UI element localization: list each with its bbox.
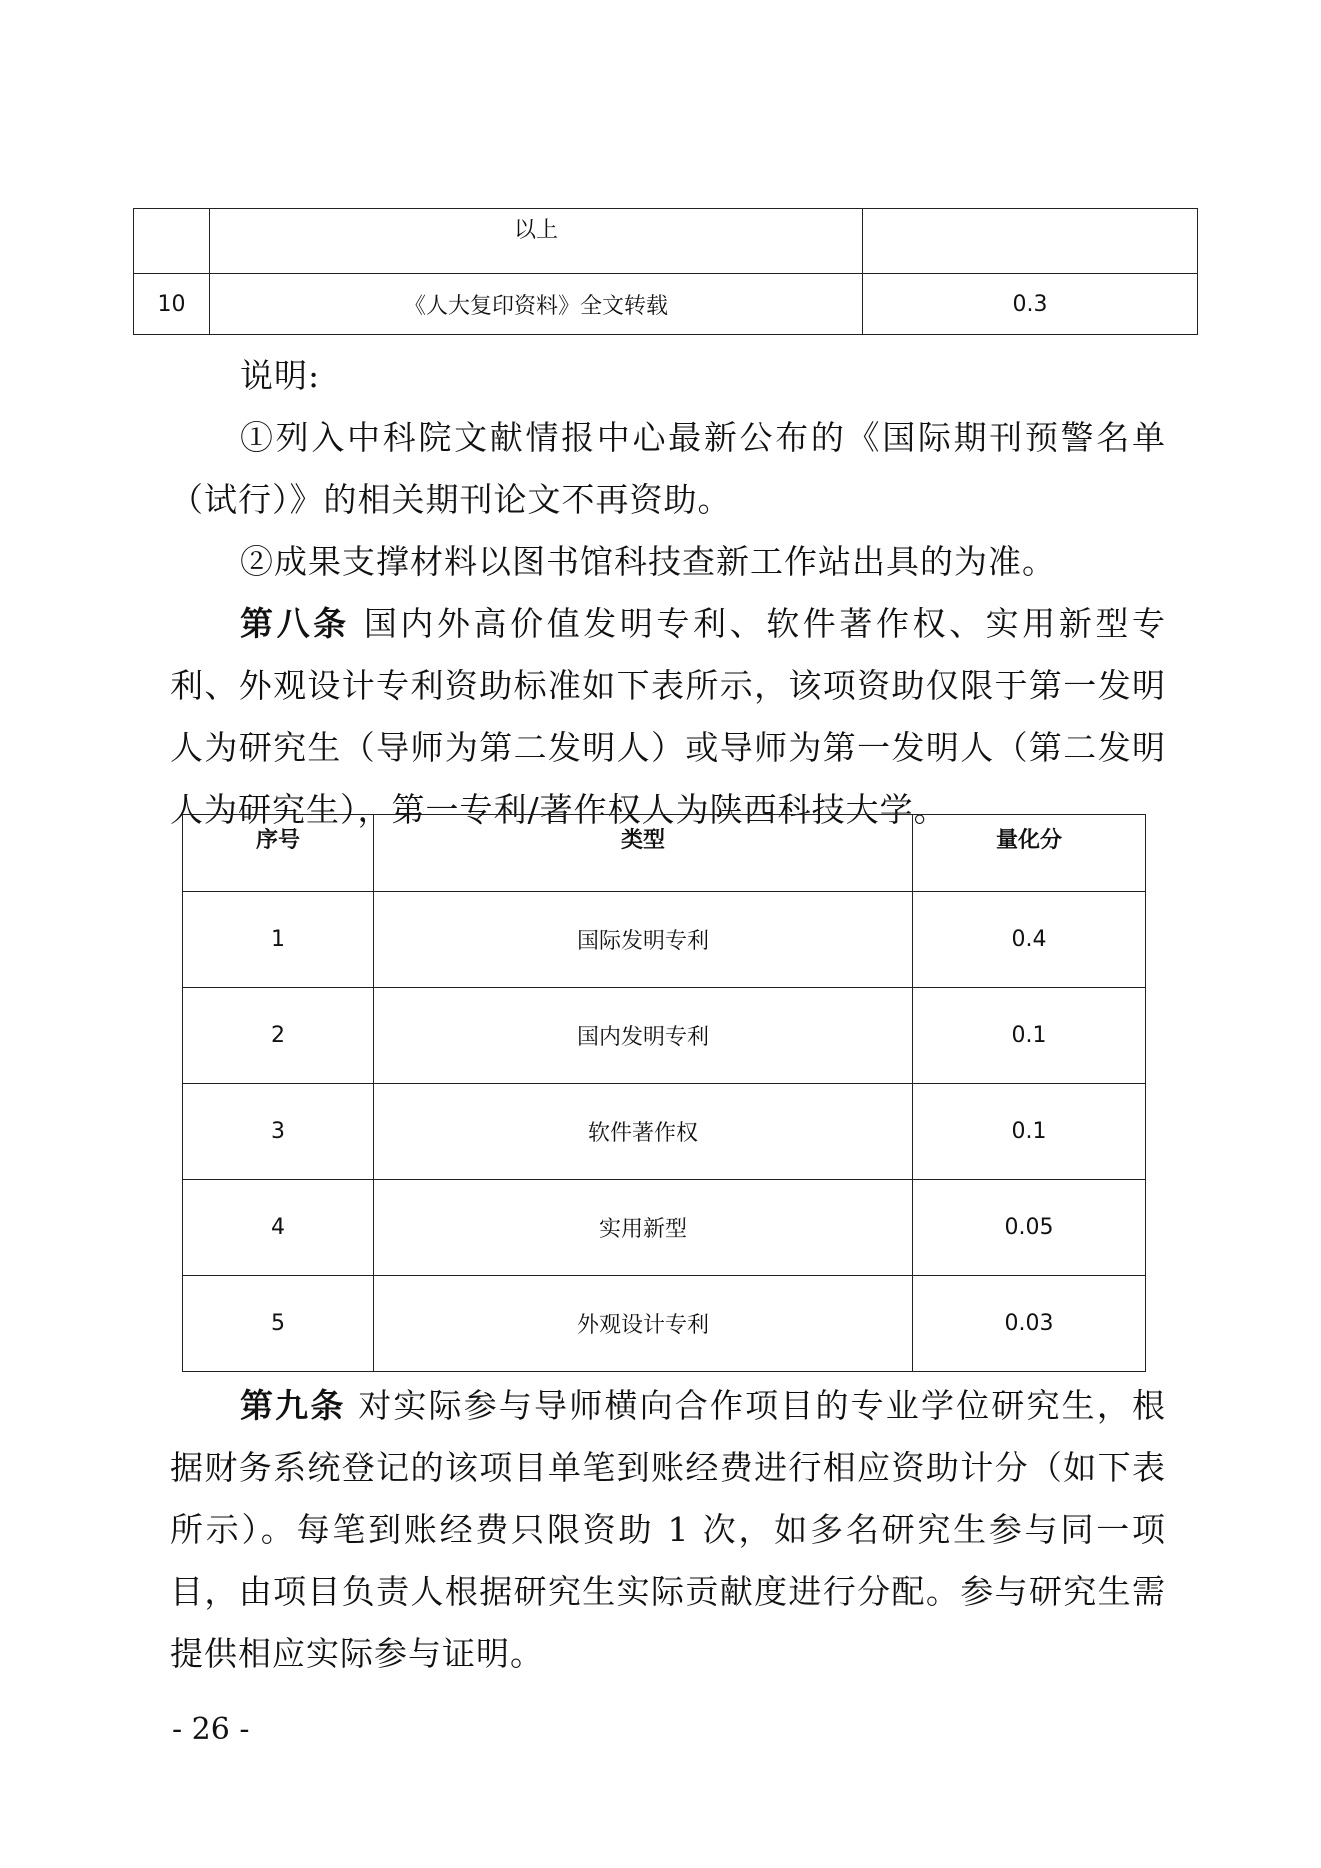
- notes-heading: 说明:: [240, 356, 321, 395]
- row-score: [863, 209, 1198, 274]
- article-8-label: 第八条: [240, 604, 350, 643]
- row-number: 4: [183, 1180, 374, 1276]
- table-row: [183, 1276, 1146, 1372]
- row-type: 国内发明专利: [374, 988, 913, 1084]
- row-type: 实用新型: [374, 1180, 913, 1276]
- patent-funding-table: [182, 814, 1146, 1372]
- row-type: 以上: [210, 209, 863, 274]
- row-number: 10: [134, 274, 210, 335]
- row-type: 国际发明专利: [374, 892, 913, 988]
- row-score: 0.05: [913, 1180, 1146, 1276]
- row-score: 0.1: [913, 988, 1146, 1084]
- article-9-text: 对实际参与导师横向合作项目的专业学位研究生，根据财务系统登记的该项目单笔到账经费进行相应资助计分（如下表所示）。每笔到账经费只限资助 1 次，如多名研究生参与同一项目，由项目负责人根据研究生实际贡献度进行分配。参与研究生需提供相应实际参与证明。: [170, 1386, 1167, 1673]
- table-header-row: [183, 815, 1146, 892]
- row-number: [134, 209, 210, 274]
- row-score: 0.3: [863, 274, 1198, 335]
- row-type: 《人大复印资料》全文转载: [210, 274, 863, 335]
- article-9-label: 第九条: [240, 1386, 346, 1425]
- row-number: 5: [183, 1276, 374, 1372]
- row-score: 0.4: [913, 892, 1146, 988]
- note-2: ②成果支撑材料以图书馆科技查新工作站出具的为准。: [240, 542, 1056, 581]
- article-9: [170, 1375, 1166, 1685]
- row-score: 0.03: [913, 1276, 1146, 1372]
- table-row: [183, 988, 1146, 1084]
- table-row: [183, 1084, 1146, 1180]
- table-row: [134, 209, 1198, 274]
- page-number: - 26 -: [172, 1712, 250, 1747]
- article-8-text: 国内外高价值发明专利、软件著作权、实用新型专利、外观设计专利资助标准如下表所示，该项资助仅限于第一发明人为研究生（导师为第二发明人）或导师为第一发明人（第二发明人为研究生），第一专利/著作权人为陕西科技大学。: [170, 604, 1166, 829]
- header-type: 类型: [374, 815, 913, 892]
- article-8: [170, 593, 1166, 841]
- row-type: 外观设计专利: [374, 1276, 913, 1372]
- row-number: 1: [183, 892, 374, 988]
- note-1: ①列入中科院文献情报中心最新公布的《国际期刊预警名单（试行）》的相关期刊论文不再资助。: [170, 418, 1166, 519]
- header-score: 量化分: [913, 815, 1146, 892]
- table-row: [183, 892, 1146, 988]
- row-number: 3: [183, 1084, 374, 1180]
- row-number: 2: [183, 988, 374, 1084]
- table-row: [134, 274, 1198, 335]
- header-number: 序号: [183, 815, 374, 892]
- row-type: 软件著作权: [374, 1084, 913, 1180]
- funding-table-continued: [133, 208, 1198, 335]
- table-row: [183, 1180, 1146, 1276]
- row-score: 0.1: [913, 1084, 1146, 1180]
